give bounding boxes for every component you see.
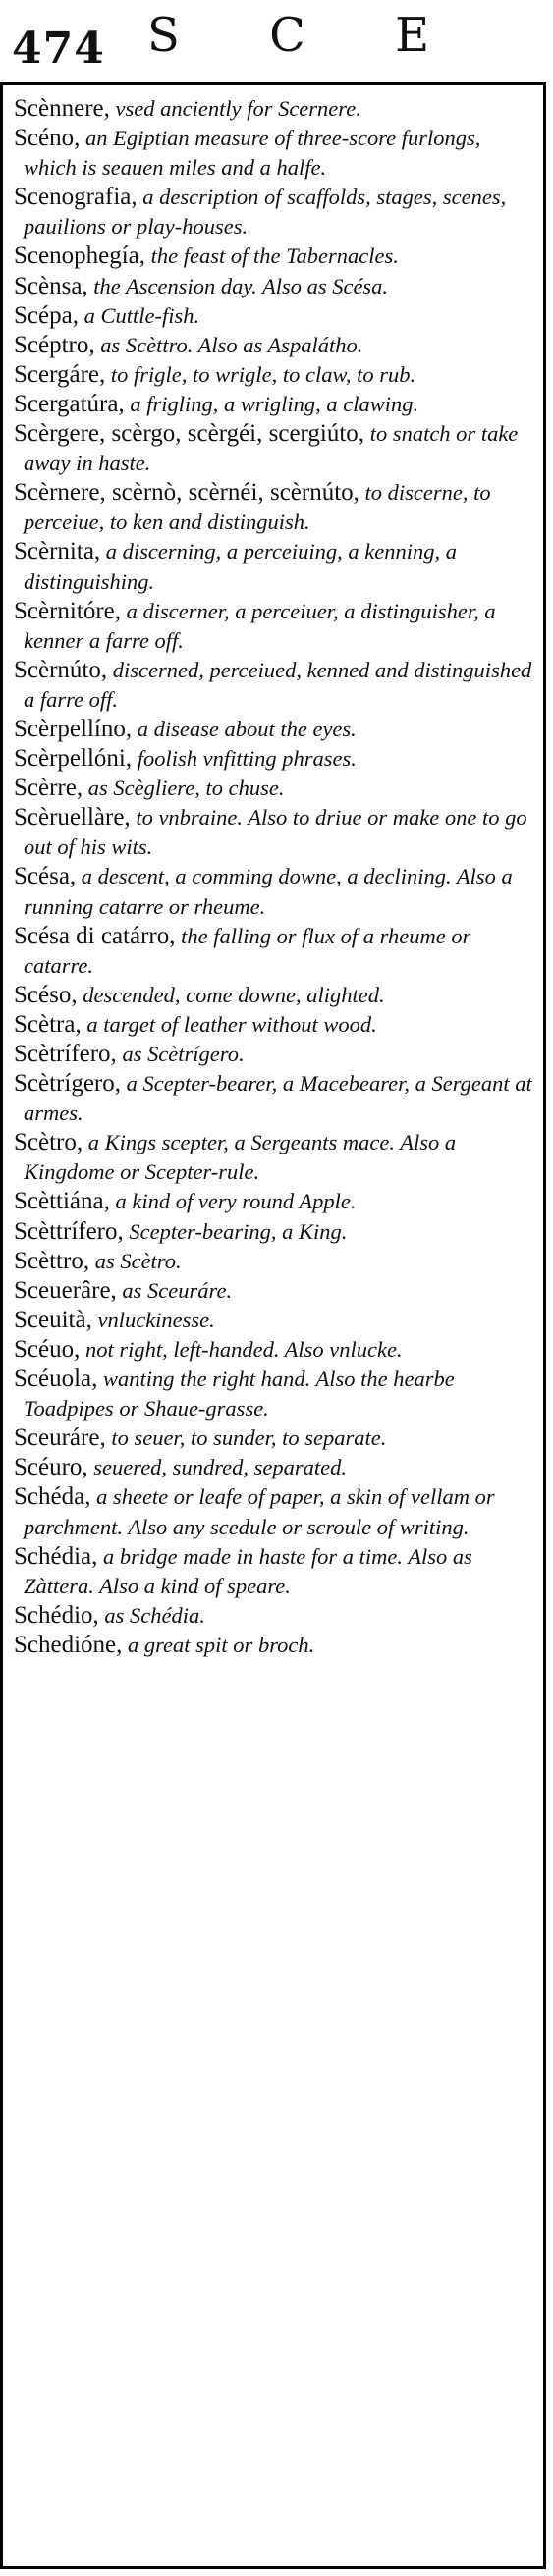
- dictionary-entry: [14, 478, 534, 537]
- dictionary-entry: [14, 1187, 534, 1216]
- entry-definition: to discerne, to perceiue, to ken and distinguish.: [24, 480, 491, 535]
- entry-headword: Scèrpellóni,: [14, 745, 133, 773]
- entry-headword: Scèttrífero,: [14, 1217, 124, 1245]
- entry-headword: Scéno,: [14, 125, 81, 152]
- entry-headword: Scèrnita,: [14, 538, 101, 565]
- entry-headword: Scergatúra,: [14, 390, 125, 417]
- dictionary-entry: [14, 360, 534, 390]
- entry-definition: a Scepter-bearer, a Macebearer, a Sergeant at armes.: [24, 1071, 532, 1126]
- dictionary-entry: [14, 1631, 534, 1660]
- entry-definition: foolish vnfitting phrases.: [132, 746, 357, 772]
- entry-headword: Scenografia,: [14, 184, 138, 211]
- entry-headword: Schéda,: [14, 1483, 91, 1511]
- entry-definition: a Kings scepter, a Sergeants mace. Also a Kingdome or Scepter-rule.: [24, 1130, 457, 1185]
- dictionary-entry: [14, 390, 534, 419]
- dictionary-entry: [14, 331, 534, 360]
- entry-headword: Scèrre,: [14, 775, 83, 802]
- entry-headword: Scésa di catárro,: [14, 922, 176, 949]
- entry-headword: Scènnere,: [14, 95, 110, 122]
- entry-headword: Sceuerâre,: [14, 1276, 117, 1304]
- entry-definition: as Scèttro. Also as Aspalátho.: [94, 332, 363, 357]
- dictionary-entry: [14, 1247, 534, 1276]
- entry-definition: to snatch or take away in haste.: [24, 421, 519, 476]
- dictionary-entry: [14, 272, 534, 301]
- dictionary-entry: [14, 922, 534, 981]
- entry-definition: as Scètro.: [89, 1248, 182, 1273]
- entry-definition: a sheete or leafe of paper, a skin of vellam or parchment. Also any scedule or scroule of writing.: [24, 1484, 495, 1539]
- entry-definition: Scepter-bearing, a King.: [123, 1218, 348, 1244]
- dictionary-entry: [14, 301, 534, 331]
- dictionary-entry: [14, 183, 534, 242]
- dictionary-entry: [14, 981, 534, 1010]
- dictionary-entry: [14, 862, 534, 921]
- dictionary-entry: [14, 1010, 534, 1040]
- dictionary-entry: [14, 242, 534, 271]
- entry-definition: a Cuttle-fish.: [78, 302, 200, 328]
- dictionary-entry: [14, 537, 534, 596]
- entry-headword: Scéptro,: [14, 331, 95, 358]
- entry-definition: the feast of the Tabernacles.: [144, 243, 399, 269]
- entry-headword: Scéuola,: [14, 1366, 98, 1393]
- left-border: [0, 82, 3, 2566]
- entry-headword: Schedióne,: [14, 1631, 123, 1658]
- dictionary-entry: [14, 744, 534, 774]
- entry-headword: Scéso,: [14, 981, 78, 1008]
- entry-definition: discerned, perceiued, kenned and distinguished a farre off.: [24, 657, 532, 712]
- entry-headword: Scèrnúto,: [14, 656, 108, 683]
- dictionary-entry: [14, 1601, 534, 1631]
- entry-definition: to seuer, to sunder, to separate.: [105, 1425, 387, 1451]
- dictionary-entry: [14, 1069, 534, 1128]
- entry-definition: as Scègliere, to chuse.: [83, 776, 285, 801]
- entry-headword: Schédio,: [14, 1601, 99, 1629]
- entry-definition: a frigling, a wrigling, a clawing.: [124, 391, 419, 416]
- entry-definition: a descent, a comming downe, a declining. Also a running catarre or rheume.: [24, 864, 513, 919]
- dictionary-entry: [14, 803, 534, 862]
- entry-definition: the Ascension day. Also as Scésa.: [87, 273, 389, 298]
- entry-definition: wanting the right hand. Also the hearbe Toadpipes or Shaue-grasse.: [24, 1367, 455, 1422]
- entry-definition: vsed anciently for Scernere.: [109, 96, 361, 121]
- entry-headword: Scètrígero,: [14, 1070, 121, 1098]
- entry-headword: Scésa,: [14, 863, 77, 890]
- entry-definition: the falling or flux of a rheume or catarre.: [24, 923, 471, 978]
- entry-definition: seuered, sundred, separated.: [87, 1455, 347, 1480]
- entry-headword: Scèrnitóre,: [14, 597, 121, 624]
- dictionary-entry: [14, 597, 534, 656]
- entry-headword: Scèttro,: [14, 1247, 90, 1274]
- entry-headword: Scèruellàre,: [14, 804, 131, 832]
- entry-headword: Scépa,: [14, 301, 79, 329]
- entry-definition: vnluckinesse.: [91, 1307, 215, 1332]
- running-head: S C E: [147, 8, 468, 63]
- dictionary-entry: [14, 1040, 534, 1069]
- dictionary-entry: [14, 656, 534, 715]
- dictionary-entry: [14, 1276, 534, 1306]
- entry-headword: Scèrpellíno,: [14, 715, 133, 742]
- entry-headword: Schédia,: [14, 1542, 98, 1570]
- entry-definition: as Schédia.: [98, 1602, 205, 1628]
- entry-headword: Scètrífero,: [14, 1041, 117, 1067]
- dictionary-entry: [14, 419, 534, 478]
- entry-definition: as Sceuráre.: [116, 1277, 233, 1303]
- page-number: 474: [12, 24, 105, 74]
- top-rule: [0, 82, 546, 85]
- entry-definition: an Egiptian measure of three-score furlongs, which is seauen miles and a halfe.: [24, 126, 481, 181]
- dictionary-entry: [14, 1453, 534, 1482]
- dictionary-entry: [14, 1423, 534, 1453]
- entry-definition: a target of leather without wood.: [81, 1011, 377, 1037]
- dictionary-entry: [14, 774, 534, 803]
- entry-definition: to vnbraine. Also to driue or make one to go out of his wits.: [24, 805, 527, 860]
- dictionary-entry: [14, 94, 534, 124]
- right-border: [543, 82, 546, 2566]
- entry-headword: Scèttiána,: [14, 1188, 110, 1215]
- dictionary-entry: [14, 715, 534, 744]
- entry-headword: Scètra,: [14, 1010, 82, 1038]
- entry-definition: a kind of very round Apple.: [109, 1189, 357, 1214]
- entry-headword: Scergáre,: [14, 360, 106, 388]
- bottom-rule: [0, 2566, 546, 2569]
- entry-definition: to frigle, to wrigle, to claw, to rub.: [105, 361, 416, 387]
- entry-headword: Scèrnere, scèrnò, scèrnéi, scèrnúto,: [14, 479, 359, 507]
- entry-definition: a disease about the eyes.: [132, 716, 357, 741]
- entry-headword: Scèrgere, scèrgo, scèrgéi, scergiúto,: [14, 420, 365, 448]
- dictionary-entry: [14, 1482, 534, 1541]
- entry-definition: not right, left-handed. Also vnlucke.: [80, 1336, 403, 1362]
- dictionary-entry: [14, 1542, 534, 1601]
- entry-headword: Sceuráre,: [14, 1424, 106, 1452]
- dictionary-entry: [14, 1128, 534, 1187]
- entry-headword: Scéuro,: [14, 1454, 88, 1481]
- entry-definition: a bridge made in haste for a time. Also as Zàttera. Also a kind of speare.: [24, 1543, 472, 1598]
- entry-list: [14, 94, 534, 2553]
- entry-headword: Scenophegía,: [14, 242, 145, 270]
- dictionary-entry: [14, 1365, 534, 1423]
- dictionary-entry: [14, 124, 534, 183]
- entry-definition: descended, come downe, alighted.: [77, 982, 385, 1007]
- entry-headword: Scètro,: [14, 1129, 83, 1156]
- entry-definition: as Scètrígero.: [116, 1042, 245, 1066]
- entry-definition: a discerning, a perceiuing, a kenning, a distinguishing.: [24, 539, 458, 594]
- dictionary-entry: [14, 1335, 534, 1365]
- entry-definition: a great spit or broch.: [122, 1632, 315, 1657]
- entry-definition: a discerner, a perceiuer, a distinguisher, a kenner a farre off.: [24, 598, 496, 653]
- entry-headword: Sceuità,: [14, 1306, 92, 1333]
- entry-definition: a description of scaffolds, stages, scenes, pauilions or play-houses.: [24, 185, 507, 240]
- entry-headword: Scènsa,: [14, 272, 88, 299]
- entry-headword: Scéuo,: [14, 1335, 81, 1363]
- dictionary-entry: [14, 1306, 534, 1335]
- dictionary-entry: [14, 1217, 534, 1247]
